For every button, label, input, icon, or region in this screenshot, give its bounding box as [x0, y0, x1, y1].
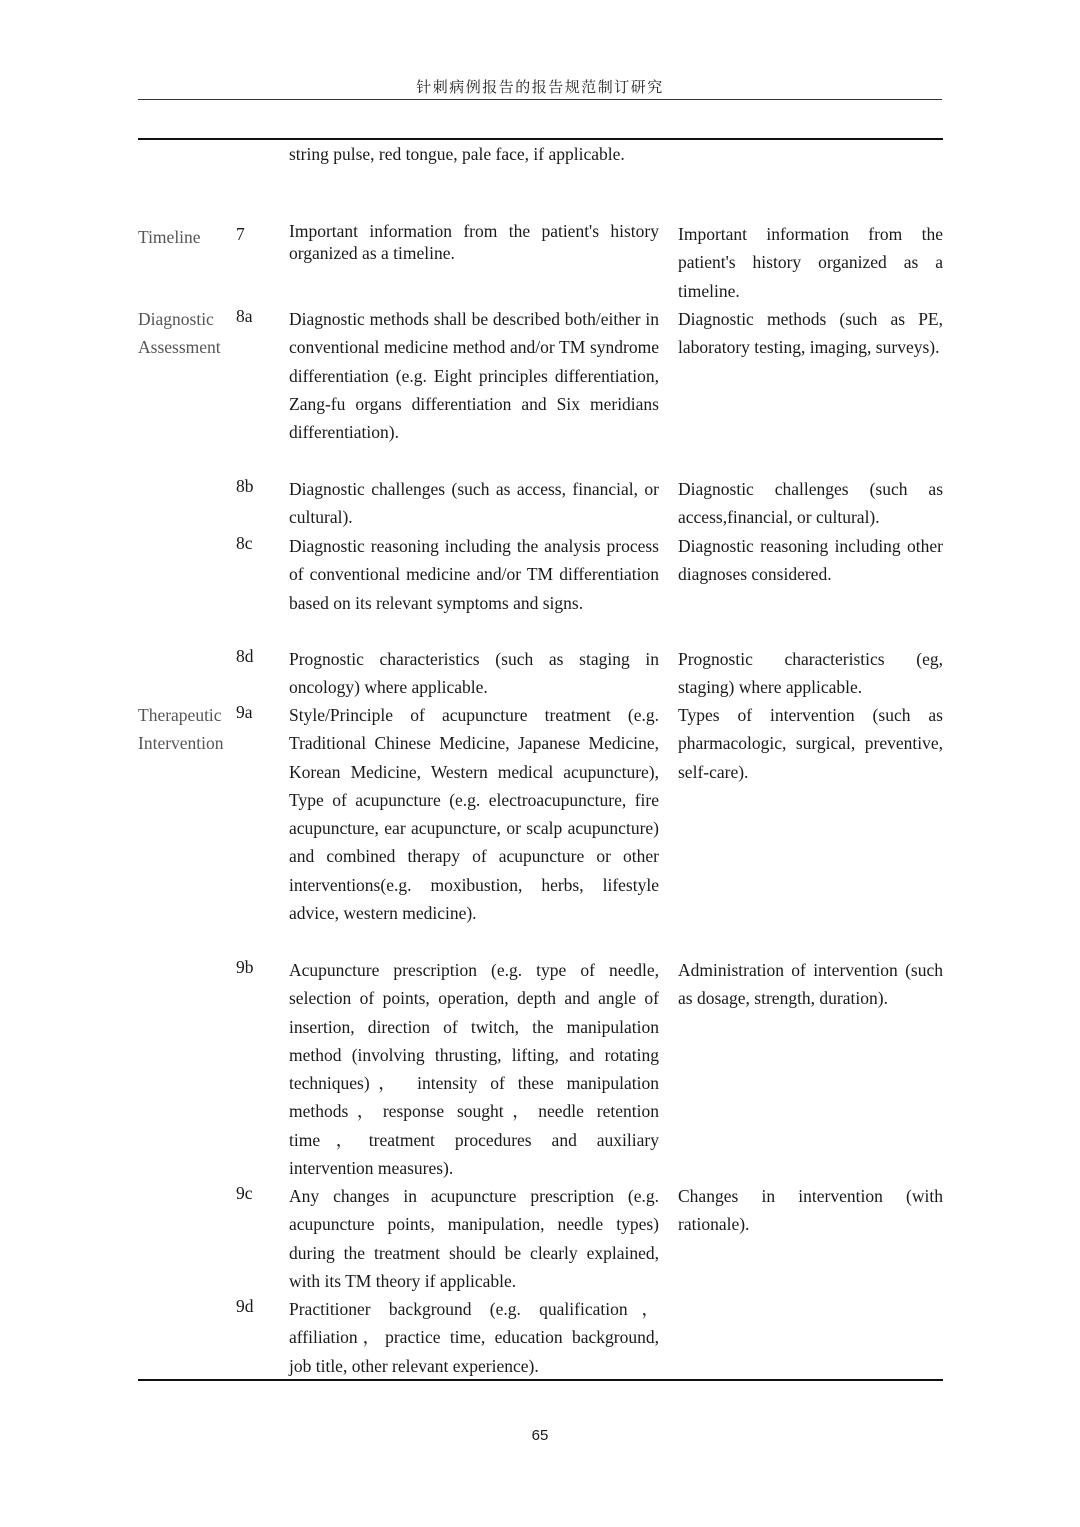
care-item-text: Diagnostic reasoning including other diagnoses considered. — [678, 536, 943, 585]
item-number: 9b — [236, 957, 254, 977]
running-header: 针刺病例报告的报告规范制订研究 — [416, 78, 664, 96]
stricta-item-text: Acupuncture prescription (e.g. type of needle, selection of points, operation, depth and angle of insertion, direction of twitch, the manipulation method (involving thrusting, lifting, and rotating techniques)， intensity of these manipulation methods，response sought，needle retention time，treatment procedures and auxiliary intervention measures). — [289, 960, 659, 1179]
item-number: 8a — [236, 306, 253, 326]
care-item-text: Changes in intervention (with rationale). — [678, 1186, 943, 1235]
item-number: 9c — [236, 1183, 253, 1203]
stricta-item-text: Diagnostic reasoning including the analysis process of conventional medicine and/or TM differentiation based on its relevant symptoms and signs. — [289, 536, 659, 613]
item-number: 8c — [236, 533, 253, 553]
continuation-text: string pulse, red tongue, pale face, if applicable. — [289, 144, 625, 164]
care-item-text: Important information from the patient's history organized as a timeline. — [678, 224, 943, 301]
item-number: 9a — [236, 702, 253, 722]
stricta-item-text: Style/Principle of acupuncture treatment (e.g. Traditional Chinese Medicine, Japanese Medicine, Korean Medicine, Western medical acupuncture), Type of acupuncture (e.g. electroacupuncture, fire acupuncture, ear acupuncture, or scalp acupuncture) and combined therapy of acupuncture or other interventions(e.g. moxibustion, herbs, lifestyle advice, western medicine). — [289, 705, 659, 924]
care-item-text: Diagnostic methods (such as PE, laboratory testing, imaging, surveys). — [678, 309, 943, 358]
section-label: Timeline — [138, 227, 201, 247]
table-bottom-rule — [138, 1379, 943, 1381]
section-label: Therapeutic Intervention — [138, 705, 224, 754]
page-number: 65 — [531, 1427, 549, 1444]
item-number: 7 — [236, 224, 245, 244]
section-label: Diagnostic Assessment — [138, 309, 221, 358]
item-number: 8b — [236, 476, 254, 496]
stricta-item-text: Practitioner background (e.g. qualification，affiliation，practice time, education background, job title, other relevant experience). — [289, 1299, 659, 1376]
care-item-text: Types of intervention (such as pharmacologic, surgical, preventive, self-care). — [678, 705, 943, 782]
item-number: 9d — [236, 1296, 254, 1316]
care-item-text: Administration of intervention (such as dosage, strength, duration). — [678, 960, 943, 1009]
stricta-item-text: Prognostic characteristics (such as staging in oncology) where applicable. — [289, 649, 659, 698]
stricta-item-text: Diagnostic challenges (such as access, financial, or cultural). — [289, 479, 659, 528]
header-rule — [138, 99, 942, 100]
care-item-text: Diagnostic challenges (such as access,financial, or cultural). — [678, 479, 943, 528]
stricta-item-text: Any changes in acupuncture prescription (e.g. acupuncture points, manipulation, needle types) during the treatment should be clearly explained, with its TM theory if applicable. — [289, 1186, 659, 1291]
item-number: 8d — [236, 646, 254, 666]
care-item-text: Prognostic characteristics (eg, staging) where applicable. — [678, 649, 943, 698]
stricta-item-text: Important information from the patient's history organized as a timeline. — [289, 221, 659, 263]
stricta-item-text: Diagnostic methods shall be described both/either in conventional medicine method and/or TM syndrome differentiation (e.g. Eight principles differentiation, Zang-fu organs differentiation and Six meridians differentiation). — [289, 309, 659, 443]
